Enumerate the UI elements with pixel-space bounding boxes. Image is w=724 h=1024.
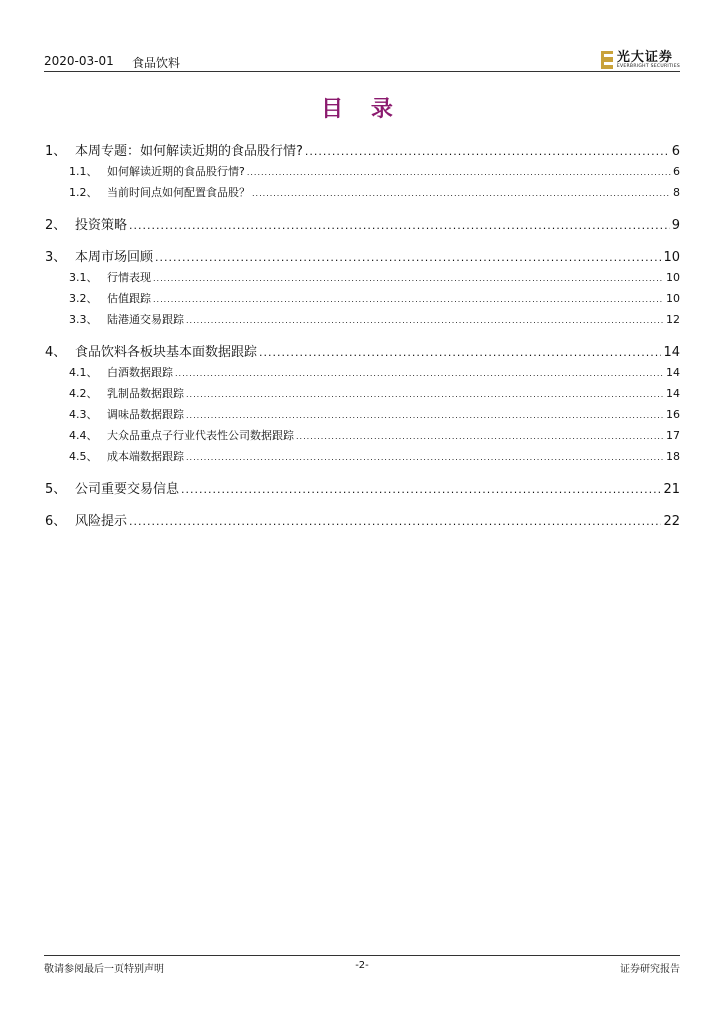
toc-entry-title: 本周市场回顾 [75, 250, 154, 265]
header-date: 2020-03-01 [44, 54, 114, 68]
toc-entry-title: 大众品重点子行业代表性公司数据跟踪 [107, 429, 294, 442]
toc-entry-title: 投资策略 [75, 218, 128, 233]
toc-entry-number: 3.1、 [69, 271, 98, 284]
toc-entry-number: 4.1、 [69, 366, 98, 379]
page-number: -2- [355, 960, 369, 971]
toc-leader-dots [181, 483, 661, 496]
toc-entry-subsection[interactable] [45, 385, 680, 406]
toc-entry-subsection[interactable] [45, 290, 680, 311]
toc-leader-dots [129, 515, 661, 528]
toc-gap [45, 332, 680, 338]
table-of-contents [45, 137, 680, 533]
toc-leader-dots [296, 432, 664, 441]
toc-entry-section[interactable] [45, 510, 680, 533]
toc-leader-dots [186, 411, 664, 420]
toc-entry-number: 4.3、 [69, 408, 98, 421]
toc-entry-page: 6 [671, 144, 680, 159]
everbright-logo-icon [601, 51, 613, 69]
toc-leader-dots [129, 219, 670, 232]
page-header [44, 50, 680, 72]
toc-entry-title: 食品饮料各板块基本面数据跟踪 [75, 345, 258, 360]
toc-entry-section[interactable] [45, 246, 680, 269]
header-divider [44, 71, 680, 72]
toc-leader-dots [153, 274, 664, 283]
toc-entry-number: 5、 [45, 482, 67, 497]
toc-entry-section[interactable] [45, 478, 680, 501]
toc-entry-section[interactable] [45, 341, 680, 364]
toc-entry-page: 18 [666, 450, 680, 463]
toc-title: 目 录 [321, 96, 403, 122]
logo-name-cn: 光大证券 [616, 49, 673, 65]
toc-entry-number: 2、 [45, 218, 67, 233]
toc-entry-subsection[interactable] [45, 427, 680, 448]
toc-entry-page: 14 [666, 366, 680, 379]
toc-entry-number: 4.5、 [69, 450, 98, 463]
company-logo [601, 50, 680, 70]
toc-entry-number: 4.2、 [69, 387, 98, 400]
toc-leader-dots [186, 390, 664, 399]
toc-entry-title: 当前时间点如何配置食品股？ [107, 186, 250, 199]
toc-entry-title: 公司重要交易信息 [75, 482, 180, 497]
toc-entry-number: 3.3、 [69, 313, 98, 326]
toc-gap [45, 469, 680, 475]
toc-entry-title: 调味品数据跟踪 [107, 408, 184, 421]
header-category: 食品饮料 [132, 56, 181, 70]
toc-entry-number: 1.2、 [69, 186, 98, 199]
page-footer [44, 960, 680, 976]
toc-leader-dots [252, 189, 671, 198]
toc-entry-page: 17 [666, 429, 680, 442]
toc-entry-subsection[interactable] [45, 311, 680, 332]
toc-entry-title: 估值跟踪 [107, 292, 151, 305]
toc-gap [45, 501, 680, 507]
toc-entry-number: 4、 [45, 345, 67, 360]
toc-entry-subsection[interactable] [45, 184, 680, 205]
toc-entry-title: 行情表现 [107, 271, 151, 284]
toc-entry-page: 14 [663, 345, 680, 360]
toc-gap [45, 205, 680, 211]
toc-entry-subsection[interactable] [45, 364, 680, 385]
toc-entry-title: 成本端数据跟踪 [107, 450, 184, 463]
toc-entry-page: 10 [663, 250, 680, 265]
toc-leader-dots [259, 346, 661, 359]
toc-entry-subsection[interactable] [45, 163, 680, 184]
logo-name-en: EVERBRIGHT SECURITIES [616, 63, 680, 69]
toc-entry-subsection[interactable] [45, 448, 680, 469]
toc-entry-title: 风险提示 [75, 514, 128, 529]
toc-entry-section[interactable] [45, 214, 680, 237]
toc-entry-title: 白酒数据跟踪 [107, 366, 173, 379]
toc-entry-page: 6 [673, 165, 680, 178]
toc-gap [45, 237, 680, 243]
toc-leader-dots [155, 251, 661, 264]
toc-entry-page: 16 [666, 408, 680, 421]
footer-divider [44, 955, 680, 956]
toc-leader-dots [186, 453, 664, 462]
toc-entry-number: 3、 [45, 250, 67, 265]
toc-entry-page: 21 [663, 482, 680, 497]
toc-entry-title: 乳制品数据跟踪 [107, 387, 184, 400]
toc-entry-title: 本周专题：如何解读近期的食品股行情? [75, 144, 303, 159]
footer-report-type: 证券研究报告 [620, 964, 680, 975]
toc-leader-dots [175, 369, 664, 378]
toc-entry-subsection[interactable] [45, 406, 680, 427]
toc-entry-number: 6、 [45, 514, 67, 529]
toc-leader-dots [186, 316, 664, 325]
toc-entry-page: 12 [666, 313, 680, 326]
toc-leader-dots [153, 295, 664, 304]
toc-entry-number: 4.4、 [69, 429, 98, 442]
toc-entry-page: 10 [666, 292, 680, 305]
toc-entry-page: 9 [671, 218, 680, 233]
toc-entry-number: 1.1、 [69, 165, 98, 178]
toc-leader-dots [247, 168, 671, 177]
toc-leader-dots [305, 145, 670, 158]
toc-entry-subsection[interactable] [45, 269, 680, 290]
toc-entry-page: 14 [666, 387, 680, 400]
toc-entry-title: 如何解读近期的食品股行情? [107, 165, 245, 178]
footer-disclaimer: 敬请参阅最后一页特别声明 [44, 964, 164, 975]
toc-entry-page: 8 [673, 186, 680, 199]
toc-entry-title: 陆港通交易跟踪 [107, 313, 184, 326]
toc-entry-page: 10 [666, 271, 680, 284]
toc-entry-number: 3.2、 [69, 292, 98, 305]
toc-entry-page: 22 [663, 514, 680, 529]
toc-entry-section[interactable] [45, 140, 680, 163]
toc-entry-number: 1、 [45, 144, 67, 159]
